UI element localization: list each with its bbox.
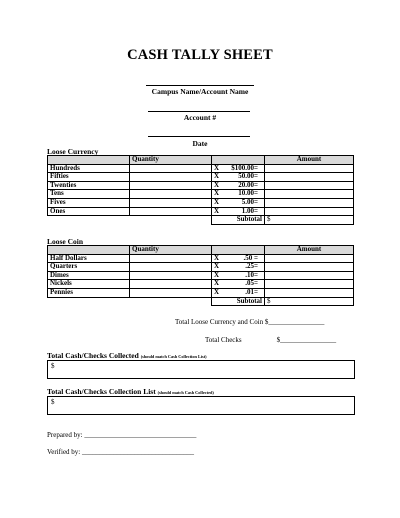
prepared-by-line[interactable]: Prepared by: ________________________________ bbox=[47, 431, 197, 439]
date-label: Date bbox=[192, 139, 208, 148]
amount-cell[interactable] bbox=[265, 173, 354, 182]
loose-currency-heading: Loose Currency bbox=[47, 147, 99, 156]
header-amount: Amount bbox=[265, 246, 354, 255]
coin-label: Half Dollars bbox=[48, 254, 130, 263]
header-empty bbox=[48, 156, 130, 165]
denomination-label: Ones bbox=[48, 207, 130, 216]
page-title: CASH TALLY SHEET bbox=[127, 47, 273, 63]
verified-by-line[interactable]: Verified by: ________________________________ bbox=[47, 448, 194, 456]
subtotal-row bbox=[48, 297, 354, 306]
denomination-label: Hundreds bbox=[48, 164, 130, 173]
table-row bbox=[48, 198, 354, 207]
table-row bbox=[48, 207, 354, 216]
coin-label: Dimes bbox=[48, 271, 130, 280]
amount-cell[interactable] bbox=[265, 198, 354, 207]
coin-label: Quarters bbox=[48, 263, 130, 272]
collection-list-heading: Total Cash/Checks Collection List (should match Cash Collected) bbox=[47, 387, 214, 396]
amount-cell[interactable] bbox=[265, 271, 354, 280]
quantity-cell[interactable] bbox=[130, 164, 212, 173]
multiplier-cell: X 10.00= bbox=[212, 190, 265, 199]
multiplier-cell: X .01= bbox=[212, 288, 265, 297]
collection-list-box[interactable] bbox=[47, 396, 355, 415]
multiplier-cell: X .25= bbox=[212, 263, 265, 272]
denomination-label: Fifties bbox=[48, 173, 130, 182]
subtotal-cell[interactable]: $ bbox=[265, 216, 354, 225]
multiplier-cell: X 50.00= bbox=[212, 173, 265, 182]
subtotal-row bbox=[48, 216, 354, 225]
header-quantity: Quantity bbox=[130, 246, 212, 255]
total-checks-line[interactable]: Total Checks $________________ bbox=[205, 336, 337, 344]
account-line[interactable] bbox=[148, 111, 250, 112]
table-row bbox=[48, 263, 354, 272]
table-header-row bbox=[48, 246, 354, 255]
table-header-row bbox=[48, 156, 354, 165]
amount-cell[interactable] bbox=[265, 254, 354, 263]
collected-heading: Total Cash/Checks Collected (should match Cash Collection List) bbox=[47, 351, 207, 360]
quantity-cell[interactable] bbox=[130, 271, 212, 280]
campus-name-line[interactable] bbox=[146, 85, 254, 86]
loose-currency-table bbox=[47, 155, 354, 225]
table-row bbox=[48, 164, 354, 173]
subtotal-cell[interactable]: $ bbox=[265, 297, 354, 306]
collected-box[interactable] bbox=[47, 360, 355, 379]
table-row bbox=[48, 254, 354, 263]
header-empty bbox=[212, 246, 265, 255]
denomination-label: Tens bbox=[48, 190, 130, 199]
multiplier-cell: X 20.00= bbox=[212, 181, 265, 190]
quantity-cell[interactable] bbox=[130, 181, 212, 190]
quantity-cell[interactable] bbox=[130, 207, 212, 216]
campus-name-label: Campus Name/Account Name bbox=[151, 87, 249, 96]
denomination-label: Twenties bbox=[48, 181, 130, 190]
table-row bbox=[48, 280, 354, 289]
quantity-cell[interactable] bbox=[130, 288, 212, 297]
collection-list-value: $ bbox=[51, 398, 55, 406]
collected-value: $ bbox=[51, 362, 55, 370]
multiplier-cell: X $100.00= bbox=[212, 164, 265, 173]
coin-label: Nickels bbox=[48, 280, 130, 289]
table-row bbox=[48, 288, 354, 297]
table-row bbox=[48, 181, 354, 190]
quantity-cell[interactable] bbox=[130, 190, 212, 199]
header-quantity: Quantity bbox=[130, 156, 212, 165]
multiplier-cell: X .05= bbox=[212, 280, 265, 289]
quantity-cell[interactable] bbox=[130, 263, 212, 272]
loose-coin-heading: Loose Coin bbox=[47, 237, 84, 246]
collection-list-note: (should match Cash Collected) bbox=[157, 390, 214, 395]
subtotal-label: Subtotal bbox=[212, 297, 265, 306]
table-row bbox=[48, 173, 354, 182]
header-empty bbox=[212, 156, 265, 165]
loose-coin-table bbox=[47, 245, 354, 306]
collected-note: (should match Cash Collection List) bbox=[140, 354, 207, 359]
multiplier-cell: X 5.00= bbox=[212, 198, 265, 207]
multiplier-cell: X 1.00= bbox=[212, 207, 265, 216]
header-empty bbox=[48, 246, 130, 255]
multiplier-cell: X .10= bbox=[212, 271, 265, 280]
amount-cell[interactable] bbox=[265, 288, 354, 297]
amount-cell[interactable] bbox=[265, 263, 354, 272]
table-row bbox=[48, 271, 354, 280]
header-amount: Amount bbox=[265, 156, 354, 165]
table-row bbox=[48, 190, 354, 199]
quantity-cell[interactable] bbox=[130, 254, 212, 263]
amount-cell[interactable] bbox=[265, 207, 354, 216]
quantity-cell[interactable] bbox=[130, 198, 212, 207]
quantity-cell[interactable] bbox=[130, 173, 212, 182]
amount-cell[interactable] bbox=[265, 280, 354, 289]
subtotal-label: Subtotal bbox=[212, 216, 265, 225]
denomination-label: Fives bbox=[48, 198, 130, 207]
coin-label: Pennies bbox=[48, 288, 130, 297]
total-loose-line[interactable]: Total Loose Currency and Coin $________________ bbox=[175, 318, 325, 326]
quantity-cell[interactable] bbox=[130, 280, 212, 289]
amount-cell[interactable] bbox=[265, 190, 354, 199]
account-label: Account # bbox=[183, 113, 217, 122]
multiplier-cell: X .50 = bbox=[212, 254, 265, 263]
date-line[interactable] bbox=[148, 136, 250, 137]
amount-cell[interactable] bbox=[265, 181, 354, 190]
amount-cell[interactable] bbox=[265, 164, 354, 173]
